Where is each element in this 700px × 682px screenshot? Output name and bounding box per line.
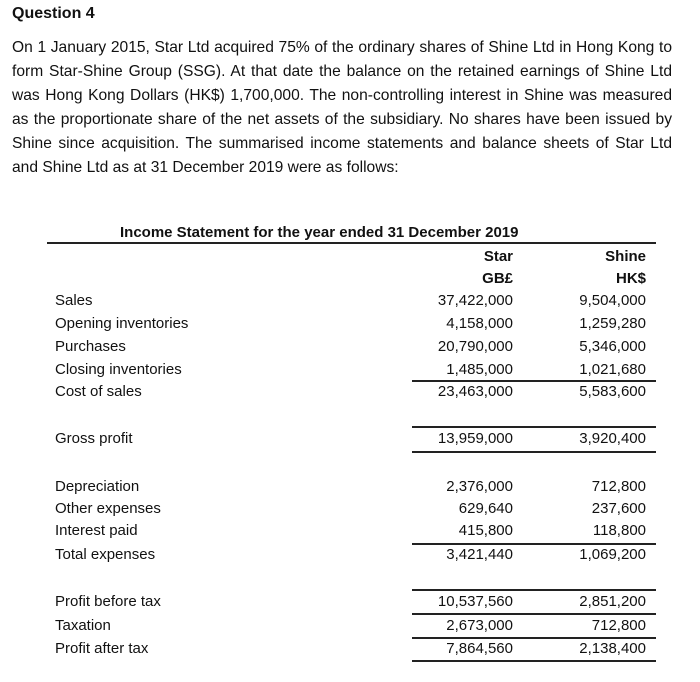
- star-value: 7,864,560: [446, 640, 513, 657]
- table-row: [0, 640, 700, 662]
- star-value: 2,376,000: [446, 478, 513, 495]
- star-value: 20,790,000: [437, 338, 513, 355]
- row-label: Purchases: [55, 338, 126, 355]
- row-label: Other expenses: [55, 500, 161, 517]
- shine-value: 1,259,280: [579, 315, 646, 332]
- row-label: Total expenses: [55, 546, 156, 563]
- shine-value: 118,800: [592, 522, 646, 539]
- income-statement-heading: Income Statement for the year ended 31 December 2019: [120, 224, 519, 241]
- shine-value: 2,851,200: [579, 593, 646, 610]
- shine-value: 5,346,000: [579, 338, 646, 355]
- pbt-top-rule: [412, 589, 656, 591]
- gross-profit-bottom-rule: [412, 451, 656, 453]
- star-value: 23,463,000: [437, 383, 513, 400]
- column-header-names: [0, 248, 700, 270]
- question-paragraph: On 1 January 2015, Star Ltd acquired 75% of the ordinary shares of Shine Ltd in Hong Kong to form Star-Shine Group (SSG). At that date the balance on the retained earnings of Shine Ltd was Hong Kong Dollars (HK$) 1,700,000. The non-controlling interest in Shine was measured as the proportionate share of the net assets of the subsidiary. No shares have been issued by Shine since acquisition. The summarised income statements and balance sheets of Star Ltd and Shine Ltd as at 31 December 2019 were as follows:: [12, 39, 672, 176]
- column-shine-currency: HK$: [615, 270, 646, 287]
- row-label: Cost of sales: [55, 383, 142, 400]
- table-row: [0, 478, 700, 500]
- row-label: Closing inventories: [55, 361, 182, 378]
- table-row: [0, 593, 700, 615]
- subtotal-rule: [412, 380, 656, 382]
- shine-value: 237,600: [591, 500, 646, 517]
- row-label: Depreciation: [55, 478, 140, 495]
- star-value: 629,640: [458, 500, 513, 517]
- row-label: Sales: [55, 292, 93, 309]
- table-row: [0, 546, 700, 568]
- row-label: Profit after tax: [55, 640, 149, 657]
- shine-value: 3,920,400: [579, 430, 646, 447]
- column-shine-name: Shine: [605, 248, 646, 265]
- star-value: 415,800: [458, 522, 513, 539]
- row-label: Gross profit: [55, 430, 133, 447]
- shine-value: 1,069,200: [579, 546, 646, 563]
- question-title: Question 4: [12, 5, 95, 22]
- table-row: [0, 338, 700, 360]
- star-value: 3,421,440: [446, 546, 513, 563]
- star-value: 37,422,000: [437, 292, 513, 309]
- row-label: Opening inventories: [55, 315, 189, 332]
- star-value: 1,485,000: [446, 361, 513, 378]
- table-row: [0, 315, 700, 337]
- shine-value: 712,800: [591, 617, 646, 634]
- pbt-bottom-rule: [412, 613, 656, 615]
- column-star-currency: GB£: [482, 270, 513, 287]
- table-row: [0, 522, 700, 544]
- row-label: Profit before tax: [55, 593, 161, 610]
- row-label: Taxation: [55, 617, 111, 634]
- table-row: [0, 500, 700, 522]
- shine-value: 9,504,000: [579, 292, 646, 309]
- shine-value: 1,021,680: [579, 361, 646, 378]
- column-star-name: Star: [483, 248, 513, 265]
- star-value: 4,158,000: [446, 315, 513, 332]
- expenses-subtotal-rule: [412, 543, 656, 545]
- table-row: [0, 383, 700, 405]
- heading-rule: [47, 242, 656, 244]
- shine-value: 712,800: [591, 478, 646, 495]
- table-row: [0, 430, 700, 452]
- star-value: 13,959,000: [437, 430, 513, 447]
- star-value: 2,673,000: [446, 617, 513, 634]
- shine-value: 5,583,600: [579, 383, 646, 400]
- shine-value: 2,138,400: [579, 640, 646, 657]
- table-row: [0, 617, 700, 639]
- tax-bottom-rule: [412, 637, 656, 639]
- table-row: [0, 292, 700, 314]
- row-label: Interest paid: [55, 522, 138, 539]
- gross-profit-top-rule: [412, 426, 656, 428]
- star-value: 10,537,560: [437, 593, 513, 610]
- column-header-currencies: [0, 270, 700, 292]
- pat-bottom-rule: [412, 660, 656, 662]
